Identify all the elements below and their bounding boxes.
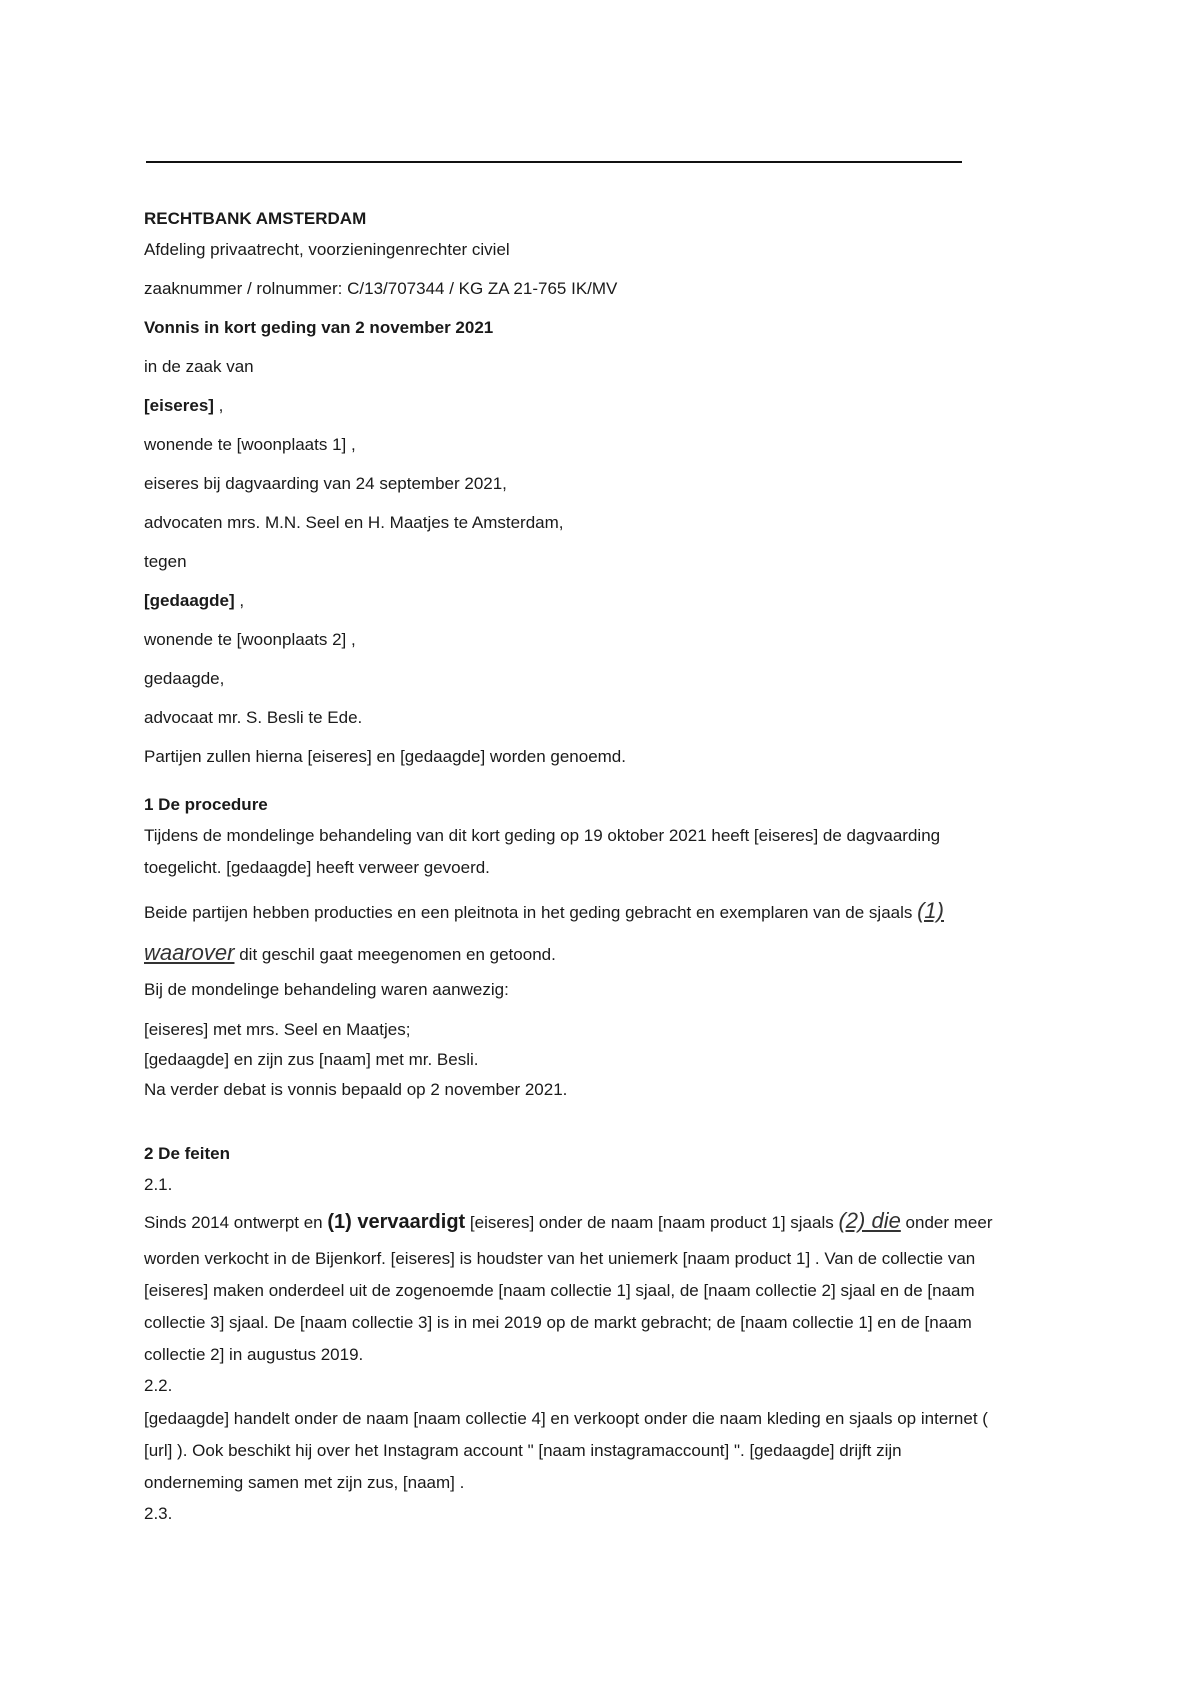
s1-p2-text2: dit geschil gaat meegenomen en getoond.	[234, 945, 556, 964]
defendant-residence: wonende te [woonplaats 2] ,	[144, 630, 356, 649]
s2-number-1: 2.1.	[144, 1175, 173, 1194]
defendant-sep: ,	[234, 591, 245, 610]
claimant-role: eiseres bij dagvaarding van 24 september 2021,	[144, 474, 507, 493]
s2-line1	[144, 1210, 993, 1232]
s2-line8: onderneming samen met zijn zus, [naam] .	[144, 1473, 465, 1492]
s2-l1a: Sinds 2014 ontwerpt en	[144, 1213, 328, 1232]
s1-p2-line1	[144, 900, 944, 922]
court-division: Afdeling privaatrecht, voorzieningenrechter civiel	[144, 240, 510, 259]
defendant-counsel: advocaat mr. S. Besli te Ede.	[144, 708, 363, 727]
defendant-name: [gedaagde]	[144, 591, 235, 610]
s1-p6: Na verder debat is vonnis bepaald op 2 november 2021.	[144, 1080, 568, 1099]
top-rule	[146, 161, 962, 163]
versus: tegen	[144, 552, 187, 571]
s1-p2-text1: Beide partijen hebben producties en een pleitnota in het geding gebracht en exemplaren van de sjaals	[144, 903, 918, 922]
court-name: RECHTBANK AMSTERDAM	[144, 209, 367, 228]
section-2-heading: 2 De feiten	[144, 1144, 230, 1163]
s1-footnote-word: waarover	[144, 940, 235, 965]
claimant-sep: ,	[213, 396, 224, 415]
s2-number-2: 2.2.	[144, 1376, 173, 1395]
s1-p2-line2	[144, 942, 556, 964]
s1-p4: [eiseres] met mrs. Seel en Maatjes;	[144, 1020, 411, 1039]
s1-footnote-ref-1: (1)	[917, 898, 944, 923]
case-number: zaaknummer / rolnummer: C/13/707344 / KG ZA 21-765 IK/MV	[144, 279, 618, 298]
s1-p1-line1: Tijdens de mondelinge behandeling van dit kort geding op 19 oktober 2021 heeft [eiseres] de dagvaarding	[144, 826, 941, 845]
parties-intro: in de zaak van	[144, 357, 254, 376]
defendant-role: gedaagde,	[144, 669, 225, 688]
s2-l1b: (1) vervaardigt	[327, 1211, 466, 1233]
section-1-heading: 1 De procedure	[144, 795, 268, 814]
claimant-residence: wonende te [woonplaats 1] ,	[144, 435, 356, 454]
judgment-title: Vonnis in kort geding van 2 november 2021	[144, 318, 494, 337]
party-naming: Partijen zullen hierna [eiseres] en [gedaagde] worden genoemd.	[144, 747, 626, 766]
s2-line4: collectie 3] sjaal. De [naam collectie 3] is in mei 2019 op de markt gebracht; de [naam collectie 1] en de [naam	[144, 1313, 972, 1332]
defendant-line	[144, 592, 244, 609]
s2-line7: [url] ). Ook beschikt hij over het Instagram account " [naam instagramaccount] ". [gedaagde] drijft zijn	[144, 1441, 902, 1460]
s1-p5: [gedaagde] en zijn zus [naam] met mr. Besli.	[144, 1050, 479, 1069]
claimant-line	[144, 397, 223, 414]
claimant-name: [eiseres]	[144, 396, 214, 415]
s2-l1c: [eiseres] onder de naam [naam product 1] sjaals	[465, 1213, 839, 1232]
s2-l1e: onder meer	[900, 1213, 993, 1232]
s2-number-3: 2.3.	[144, 1504, 173, 1523]
claimant-counsel: advocaten mrs. M.N. Seel en H. Maatjes te Amsterdam,	[144, 513, 564, 532]
s2-line5: collectie 2] in augustus 2019.	[144, 1345, 364, 1364]
s1-p3: Bij de mondelinge behandeling waren aanwezig:	[144, 980, 509, 999]
s2-line3: [eiseres] maken onderdeel uit de zogenoemde [naam collectie 1] sjaal, de [naam collectie 2] sjaal en de [naam	[144, 1281, 975, 1300]
s1-p1-line2: toegelicht. [gedaagde] heeft verweer gevoerd.	[144, 858, 490, 877]
s2-line2: worden verkocht in de Bijenkorf. [eiseres] is houdster van het uniemerk [naam product 1] . Van de collectie van	[144, 1249, 976, 1268]
s2-footnote-ref-2: (2) die	[838, 1208, 901, 1233]
s2-line6: [gedaagde] handelt onder de naam [naam collectie 4] en verkoopt onder die naam kleding en sjaals op internet (	[144, 1409, 988, 1428]
